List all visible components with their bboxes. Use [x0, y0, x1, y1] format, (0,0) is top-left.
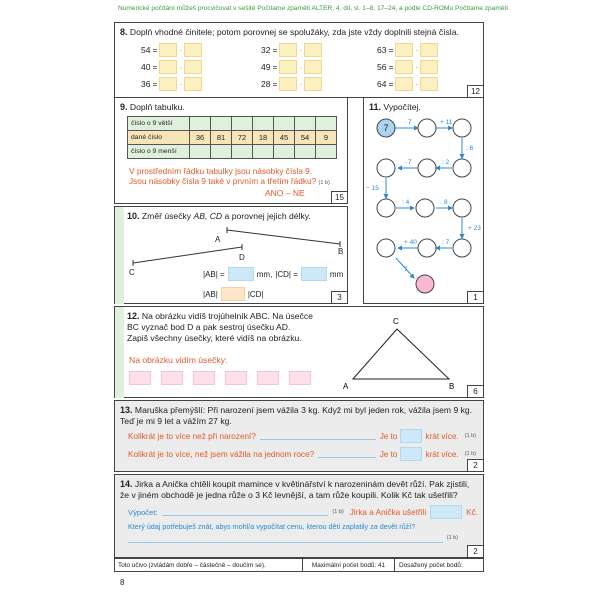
op-label: + 23	[468, 225, 481, 232]
table-cell[interactable]	[274, 145, 295, 159]
ab-answer-box[interactable]	[228, 267, 254, 281]
ex8-product: 63	[377, 45, 387, 55]
exercise-8	[114, 22, 484, 98]
ex13-answer-pre-2: Je to	[379, 449, 398, 459]
factor-box[interactable]	[395, 60, 413, 74]
ex14-line-1: Jirka a Anička chtěli koupit mamince v květinářství k narozeninám devět růží. Pak zjistili,	[134, 479, 470, 489]
table-cell[interactable]	[316, 117, 337, 131]
op-label: : 7	[442, 239, 450, 246]
ex8-product: 32	[261, 45, 271, 55]
ex12-points: 6	[467, 385, 483, 397]
ex8-instruction: Doplň vhodné činitele; potom porovnej se spolužáky, zda jste vždy doplnili stejná čísla.	[129, 27, 459, 37]
triangle-label-a: A	[343, 382, 349, 391]
op-label: : 2	[442, 159, 450, 166]
compare-box[interactable]	[221, 287, 245, 301]
table-row	[128, 145, 337, 159]
start-value: 7	[383, 123, 389, 133]
ex14-points: 2	[467, 545, 483, 557]
answer-circle[interactable]	[418, 119, 436, 137]
op-label: · 8	[440, 199, 448, 206]
ex8-product: 28	[261, 79, 271, 89]
ex13-line-1: Maruška přemýšlí: Při narození jsem vážila 3 kg. Když mi byl jeden rok, vážila jsem 9 kg.	[134, 405, 473, 415]
ex8-equation	[141, 43, 202, 57]
ex11-chain	[364, 98, 485, 305]
footer-left: Toto učivo (zvládám dobře – částečně – doučím se).	[115, 559, 303, 571]
factor-box[interactable]	[279, 43, 297, 57]
times-dot: ·	[415, 45, 419, 55]
times-dot: ·	[179, 62, 183, 72]
table-cell[interactable]	[295, 117, 316, 131]
footer-mid: Maximální počet bodů: 41	[303, 559, 395, 571]
ex8-equation	[377, 77, 438, 91]
ex12-prompt: Na obrázku vidím úsečky:	[129, 355, 228, 365]
row-label: číslo o 9 menší	[128, 145, 190, 159]
ex10-number: 10.	[127, 211, 140, 221]
ex12-number: 12.	[127, 311, 140, 321]
factor-box[interactable]	[420, 43, 438, 57]
table-cell: 9	[316, 131, 337, 145]
ex13-answer-box-2[interactable]	[400, 447, 422, 461]
triangle-label-b: B	[449, 382, 455, 391]
exercise-12	[114, 306, 484, 398]
cmp-left: |AB|	[203, 289, 218, 299]
ex8-equation	[261, 77, 322, 91]
table-cell: 18	[253, 131, 274, 145]
cmp-right: |CD|	[247, 289, 264, 299]
factor-box[interactable]	[184, 43, 202, 57]
exercise-10	[114, 206, 348, 304]
table-cell[interactable]	[253, 145, 274, 159]
factor-box[interactable]	[395, 43, 413, 57]
ex8-points: 12	[467, 85, 483, 97]
label-d: D	[239, 253, 245, 262]
cd-label: |CD| =	[275, 269, 298, 279]
ex11-instruction: Vypočítej.	[383, 102, 421, 112]
ex13-number: 13.	[120, 405, 133, 415]
ex9-question-2: Jsou násobky čísla 9 také v prvním a třetím řádku?	[129, 176, 317, 186]
answer-circle[interactable]	[377, 199, 395, 217]
ex8-product: 36	[141, 79, 151, 89]
answer-circle[interactable]	[377, 159, 395, 177]
ex8-product: 49	[261, 62, 271, 72]
times-dot: ·	[299, 79, 303, 89]
answer-circle[interactable]	[418, 239, 436, 257]
label-a: A	[215, 235, 221, 244]
ex13-answer-box-1[interactable]	[400, 429, 422, 443]
table-row	[128, 117, 337, 131]
answer-circle[interactable]	[416, 199, 434, 217]
ex8-equation	[261, 60, 322, 74]
ex9-points: 15	[331, 191, 347, 203]
ex13-answer-post-2: krát více.	[425, 449, 459, 459]
ex9-number: 9.	[120, 102, 128, 112]
ex11-number: 11.	[369, 102, 382, 112]
table-cell: 81	[211, 131, 232, 145]
op-label: : 4	[402, 199, 410, 206]
ex13-points: 2	[467, 459, 483, 471]
equals-sign: =	[152, 45, 158, 55]
cd-answer-box[interactable]	[301, 267, 327, 281]
ex14-calc-label: Výpočet:	[128, 507, 158, 517]
table-cell[interactable]	[316, 145, 337, 159]
ex12-line-3: Zapiš všechny úsečky, které vidíš na obrázku.	[127, 333, 302, 343]
label-c: C	[129, 268, 135, 277]
ex8-product: 56	[377, 62, 387, 72]
times-dot: ·	[179, 79, 183, 89]
ex10-instruction-pre: Změř úsečky	[141, 211, 194, 221]
times-dot: ·	[179, 45, 183, 55]
ex9-question-1: V prostředním řádku tabulky jsou násobky čísla 9.	[129, 166, 313, 176]
ex13-question-1: Kolikrát je to více než při narození?	[128, 431, 256, 441]
op-label: : 6	[466, 145, 474, 152]
ex8-equation	[141, 60, 202, 74]
ex9-table	[127, 116, 337, 159]
ex14-answer-line[interactable]	[128, 533, 443, 543]
ex10-instruction-post: a porovnej jejich délky.	[222, 211, 311, 221]
mm-label-1: mm,	[256, 269, 273, 279]
ex12-line-2: BC vyznač bod D a pak sestroj úsečku AD.	[127, 322, 291, 332]
ex14-bpts-2: (1 b)	[446, 535, 458, 541]
table-cell[interactable]	[211, 145, 232, 159]
table-row	[128, 131, 337, 145]
equals-sign: =	[152, 79, 158, 89]
table-cell[interactable]	[190, 145, 211, 159]
ex14-question: Který údaj potřebuješ znát, abys mohl/a vypočítat cenu, kterou děti zaplatily za devět růží?	[128, 522, 416, 531]
ex9-instruction: Doplň tabulku.	[129, 102, 185, 112]
answer-circle[interactable]	[418, 159, 436, 177]
times-dot: ·	[299, 45, 303, 55]
times-dot: ·	[415, 79, 419, 89]
footer-right: Dosažený počet bodů:	[399, 561, 463, 569]
ex14-answer-post: Kč.	[466, 507, 478, 517]
table-cell[interactable]	[190, 117, 211, 131]
equals-sign: =	[152, 62, 158, 72]
factor-box[interactable]	[420, 77, 438, 91]
ex8-equation	[141, 77, 202, 91]
op-label: + 40	[404, 239, 417, 246]
answer-circles[interactable]	[377, 119, 471, 257]
ex12-triangle	[115, 307, 485, 399]
ex8-equation	[377, 43, 438, 57]
times-dot: ·	[415, 62, 419, 72]
ex13-bpts-1: (1 b)	[464, 433, 476, 439]
answer-circle[interactable]	[453, 119, 471, 137]
factor-box[interactable]	[184, 77, 202, 91]
factor-box[interactable]	[279, 60, 297, 74]
equals-sign: =	[272, 79, 278, 89]
table-cell[interactable]	[253, 117, 274, 131]
factor-box[interactable]	[184, 60, 202, 74]
mm-label-2: mm	[329, 269, 344, 279]
exercise-11	[363, 97, 484, 304]
table-cell[interactable]	[274, 117, 295, 131]
page-number: 8	[120, 578, 125, 587]
op-label: · 7	[400, 266, 408, 273]
equals-sign: =	[272, 62, 278, 72]
table-cell: 72	[232, 131, 253, 145]
op-label: · 7	[404, 159, 412, 166]
ex13-answer-pre-1: Je to	[379, 431, 398, 441]
result-circle[interactable]	[416, 275, 434, 293]
times-dot: ·	[299, 62, 303, 72]
answer-circle[interactable]	[453, 239, 471, 257]
op-label: − 15	[366, 185, 379, 192]
op-label: · 7	[404, 119, 412, 126]
table-cell[interactable]	[232, 117, 253, 131]
ex8-number: 8.	[120, 27, 128, 37]
triangle-label-c: C	[393, 317, 399, 326]
factor-box[interactable]	[279, 77, 297, 91]
ex9-answer[interactable]: ANO – NE	[265, 188, 305, 198]
ex14-bpts-1: (1 b)	[332, 509, 344, 515]
row-label: dané číslo	[128, 131, 190, 145]
table-cell: 45	[274, 131, 295, 145]
table-cell[interactable]	[232, 145, 253, 159]
footer	[114, 558, 484, 572]
ex8-product: 54	[141, 45, 151, 55]
factor-box[interactable]	[420, 60, 438, 74]
exercise-13	[114, 400, 484, 472]
ex11-points: 1	[467, 291, 483, 303]
ex8-product: 64	[377, 79, 387, 89]
segment-ab	[227, 230, 340, 244]
row-label: číslo o 9 větší	[128, 117, 190, 131]
ex8-product: 40	[141, 62, 151, 72]
equals-sign: =	[272, 45, 278, 55]
ab-label: |AB| =	[203, 269, 225, 279]
factor-box[interactable]	[395, 77, 413, 91]
ex13-question-2: Kolikrát je to více, než jsem vážila na jednom roce?	[128, 449, 315, 459]
factor-box[interactable]	[159, 77, 177, 91]
ex14-answer-box[interactable]	[430, 505, 462, 519]
factor-box[interactable]	[304, 77, 322, 91]
equals-sign: =	[388, 62, 394, 72]
ex14-answer-pre: Jirka a Anička ušetřili	[349, 507, 427, 517]
ex10-instruction-it: AB, CD	[193, 211, 223, 221]
answer-circle[interactable]	[377, 239, 395, 257]
ex14-line-2: že v jiném obchodě je jedna růže o 3 Kč levnější, a tam růže koupili. Kolik Kč tak ušetřili?	[120, 490, 458, 500]
ex8-equation	[377, 60, 438, 74]
exercise-9	[114, 97, 348, 204]
ex9-qpoints: (1 b)	[318, 180, 330, 186]
table-cell[interactable]	[295, 145, 316, 159]
ex8-equation	[261, 43, 322, 57]
answer-circle[interactable]	[453, 159, 471, 177]
equals-sign: =	[388, 79, 394, 89]
answer-circle[interactable]	[453, 199, 471, 217]
exercise-14	[114, 474, 484, 558]
label-b: B	[338, 247, 344, 256]
ex13-bpts-2: (1 b)	[464, 451, 476, 457]
ex12-line-1: Na obrázku vidíš trojúhelník ABC. Na úsečce	[141, 311, 313, 321]
ex14-number: 14.	[120, 479, 133, 489]
factor-box[interactable]	[304, 43, 322, 57]
ex10-points: 3	[331, 291, 347, 303]
calc-line[interactable]	[162, 508, 329, 516]
segment-cd	[133, 247, 242, 263]
op-label: + 11	[440, 119, 453, 126]
ex13-answer-post-1: krát více.	[425, 431, 459, 441]
equals-sign: =	[388, 45, 394, 55]
factor-box[interactable]	[304, 60, 322, 74]
table-cell: 54	[295, 131, 316, 145]
factor-box[interactable]	[159, 43, 177, 57]
table-cell[interactable]	[211, 117, 232, 131]
ex13-line-2: Teď je mi 9 let a vážím 27 kg.	[120, 416, 232, 426]
factor-box[interactable]	[159, 60, 177, 74]
table-cell: 36	[190, 131, 211, 145]
page-header: Numerické počítání můžeš procvičovat v sešitě Počítame zpaměti ALTER, 4. díl, sl. 1–8, 17–24, a podle CD-ROMu Počítame zpaměti	[118, 5, 508, 12]
